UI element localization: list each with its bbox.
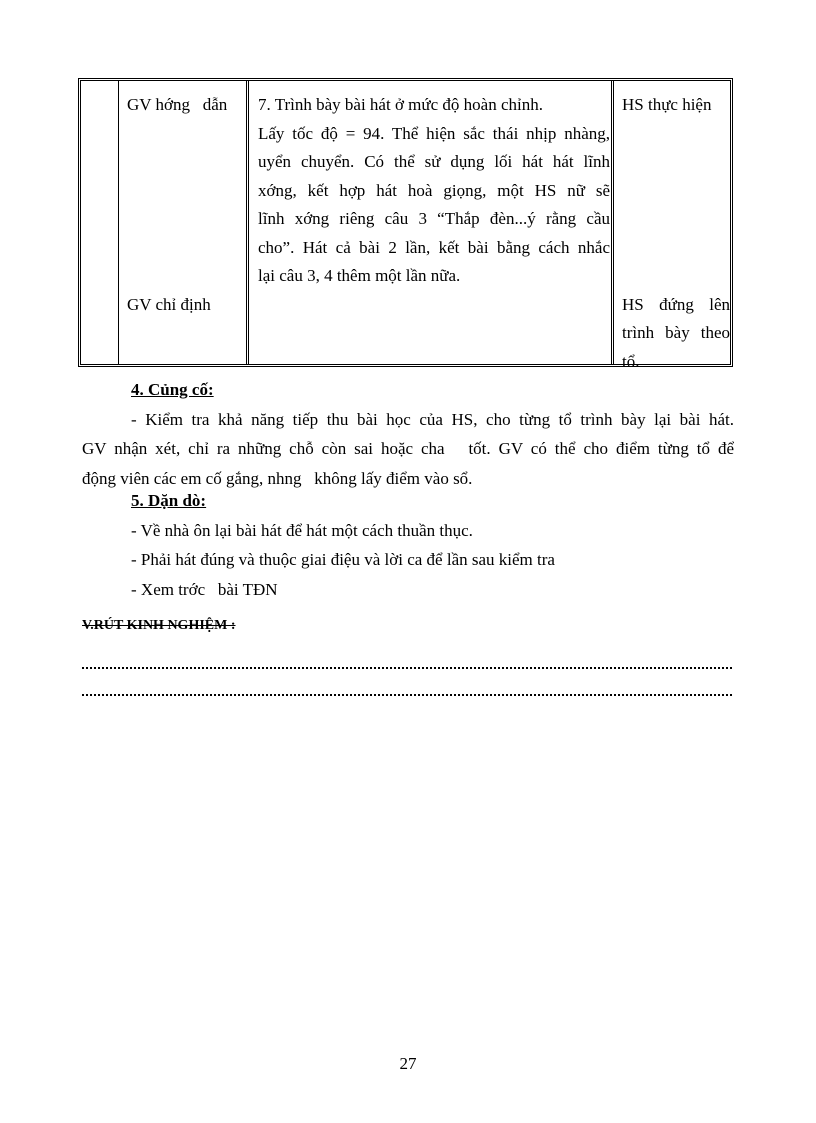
student-activity-line: HS đứng lên (622, 294, 730, 314)
content-line: lĩnh xớng riêng câu 3 “Thắp đèn...ý rằng cầu (258, 209, 610, 228)
homework-item: - Xem trớc bài TĐN (131, 579, 278, 599)
teacher-activity-assign: GV chỉ định (127, 294, 211, 314)
student-activity-perform: HS thực hiện (622, 95, 712, 114)
table-column-divider (118, 81, 119, 364)
content-line: cho”. Hát cả bài 2 lần, kết bài bằng cách nhắc (258, 237, 610, 257)
homework-item: - Phải hát đúng và thuộc giai điệu và lời ca để lần sau kiểm tra (131, 550, 555, 569)
table-column-divider (611, 81, 614, 364)
teacher-activity-guide: GV hớng dẫn (127, 95, 228, 114)
homework-item: - Về nhà ôn lại bài hát để hát một cách thuần thục. (131, 520, 473, 540)
experience-heading: V.RÚT KINH NGHIỆM : (82, 618, 236, 633)
page-number: 27 (399, 1054, 417, 1073)
content-line: xớng, kết hợp hát hoà giọng, một HS nữ sẽ (258, 180, 610, 200)
student-activity-cell (622, 91, 730, 376)
lesson-content-cell (258, 91, 610, 291)
homework-heading: 5. Dặn dò: (131, 491, 207, 510)
dotted-rule (82, 694, 732, 696)
student-activity-line: trình bày theo (622, 323, 730, 342)
content-line: lại câu 3, 4 thêm một lần nữa. (258, 266, 461, 285)
teacher-activity-cell (127, 91, 247, 319)
homework-section (82, 486, 734, 604)
consolidation-line: - Kiểm tra khả năng tiếp thu bài học của HS, cho từng tổ trình bày lại bài hát. (131, 409, 734, 429)
consolidation-heading: 4. Củng cố: (131, 380, 214, 399)
consolidation-section (82, 375, 734, 493)
content-line: uyển chuyển. Có thể sử dụng lối hát hát lĩnh (258, 152, 610, 171)
content-line: 7. Trình bày bài hát ở mức độ hoàn chỉnh. (258, 95, 543, 114)
dotted-rule (82, 667, 732, 669)
consolidation-line: động viên các em cố gắng, nhng không lấy điểm vào sổ. (82, 468, 473, 488)
content-line: Lấy tốc độ = 94. Thể hiện sắc thái nhịp nhàng, (258, 123, 610, 143)
student-activity-line: tổ. (622, 351, 640, 371)
lesson-activity-table (78, 78, 733, 371)
consolidation-line: GV nhận xét, chỉ ra những chỗ còn sai hoặc cha tốt. GV có thể cho điểm từng tổ để (82, 439, 734, 458)
